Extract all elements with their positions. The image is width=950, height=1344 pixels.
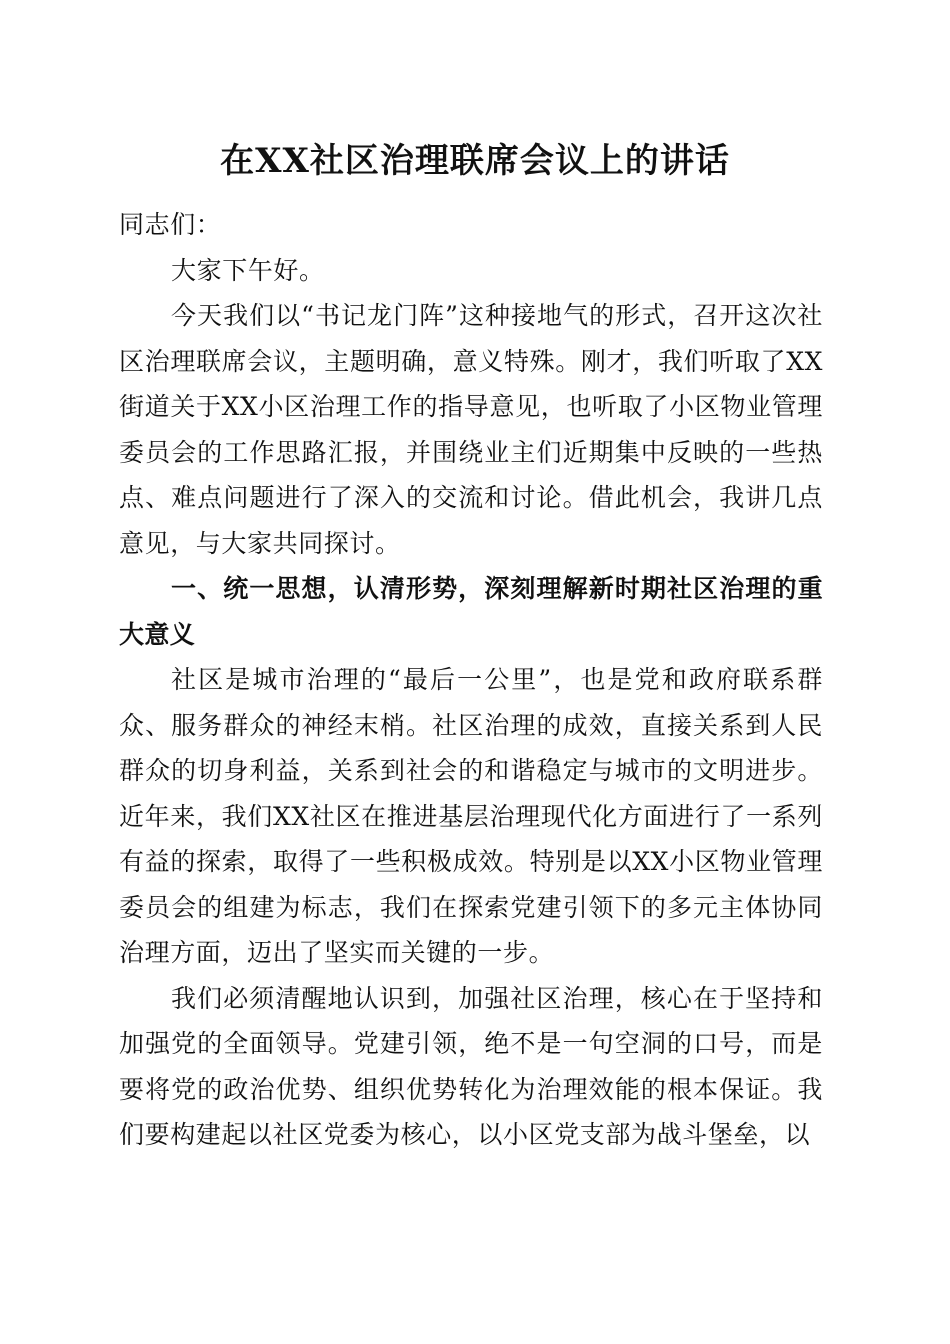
greeting-paragraph: 大家下午好。 xyxy=(171,255,325,285)
body-paragraph: 我们必须清醒地认识到，加强社区治理，核心在于坚持和加强党的全面领导。党建引领，绝不是一句空洞的口号，而是要将党的政治优势、组织优势转化为治理效能的根本保证。我们要构建起以社区党委为核心，以小区党支部为战斗堡垒，以 xyxy=(119,983,823,1149)
body-paragraph: 社区是城市治理的“最后一公里”，也是党和政府联系群众、服务群众的神经末梢。社区治理的成效，直接关系到人民群众的切身利益，关系到社会的和谐稳定与城市的文明进步。近年来，我们XX社区在推进基层治理现代化方面进行了一系列有益的探索，取得了一些积极成效。特别是以XX小区物业管理委员会的组建为标志，我们在探索党建引领下的多元主体协同治理方面，迈出了坚实而关键的一步。 xyxy=(119,665,823,967)
document-title: 在XX社区治理联席会议上的讲话 xyxy=(220,141,730,181)
document-body xyxy=(119,202,823,1158)
intro-paragraph: 今天我们以“书记龙门阵”这种接地气的形式，召开这次社区治理联席会议，主题明确，意义特殊。刚才，我们听取了XX街道关于XX小区治理工作的指导意见，也听取了小区物业管理委员会的工作思路汇报，并围绕业主们近期集中反映的一些热点、难点问题进行了深入的交流和讨论。借此机会，我讲几点意见，与大家共同探讨。 xyxy=(119,301,823,558)
salutation: 同志们： xyxy=(119,210,222,239)
section-heading: 一、统一思想，认清形势，深刻理解新时期社区治理的重大意义 xyxy=(119,574,823,649)
